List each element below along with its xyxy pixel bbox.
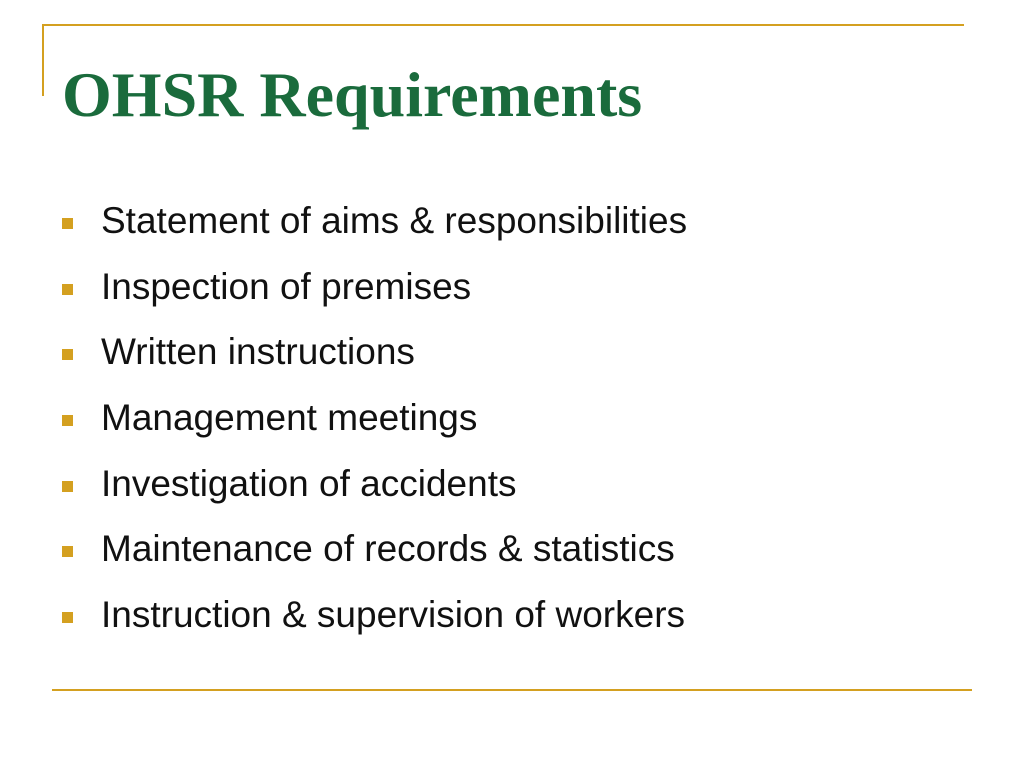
square-bullet-icon — [62, 546, 73, 557]
bullet-item — [62, 450, 687, 516]
bullet-text: Inspection of premises — [101, 265, 472, 307]
bullet-item — [62, 516, 687, 582]
frame-left-line — [42, 24, 44, 96]
bullet-item — [62, 254, 687, 320]
square-bullet-icon — [62, 415, 73, 426]
bullet-item — [62, 385, 687, 451]
bullet-item — [62, 188, 687, 254]
bullet-item — [62, 319, 687, 385]
slide-title: OHSR Requirements — [62, 59, 643, 130]
bullet-text: Investigation of accidents — [101, 462, 517, 504]
frame-bottom-line — [52, 689, 972, 691]
square-bullet-icon — [62, 284, 73, 295]
square-bullet-icon — [62, 612, 73, 623]
bullet-text: Written instructions — [101, 331, 415, 373]
bullet-list — [62, 188, 687, 647]
bullet-text: Maintenance of records & statistics — [101, 528, 675, 570]
bullet-text: Instruction & supervision of workers — [101, 593, 686, 635]
bullet-item — [62, 582, 687, 648]
frame-top-line — [42, 24, 964, 26]
square-bullet-icon — [62, 218, 73, 229]
bullet-text: Management meetings — [101, 397, 478, 439]
square-bullet-icon — [62, 349, 73, 360]
bullet-text: Statement of aims & responsibilities — [101, 200, 688, 242]
square-bullet-icon — [62, 481, 73, 492]
